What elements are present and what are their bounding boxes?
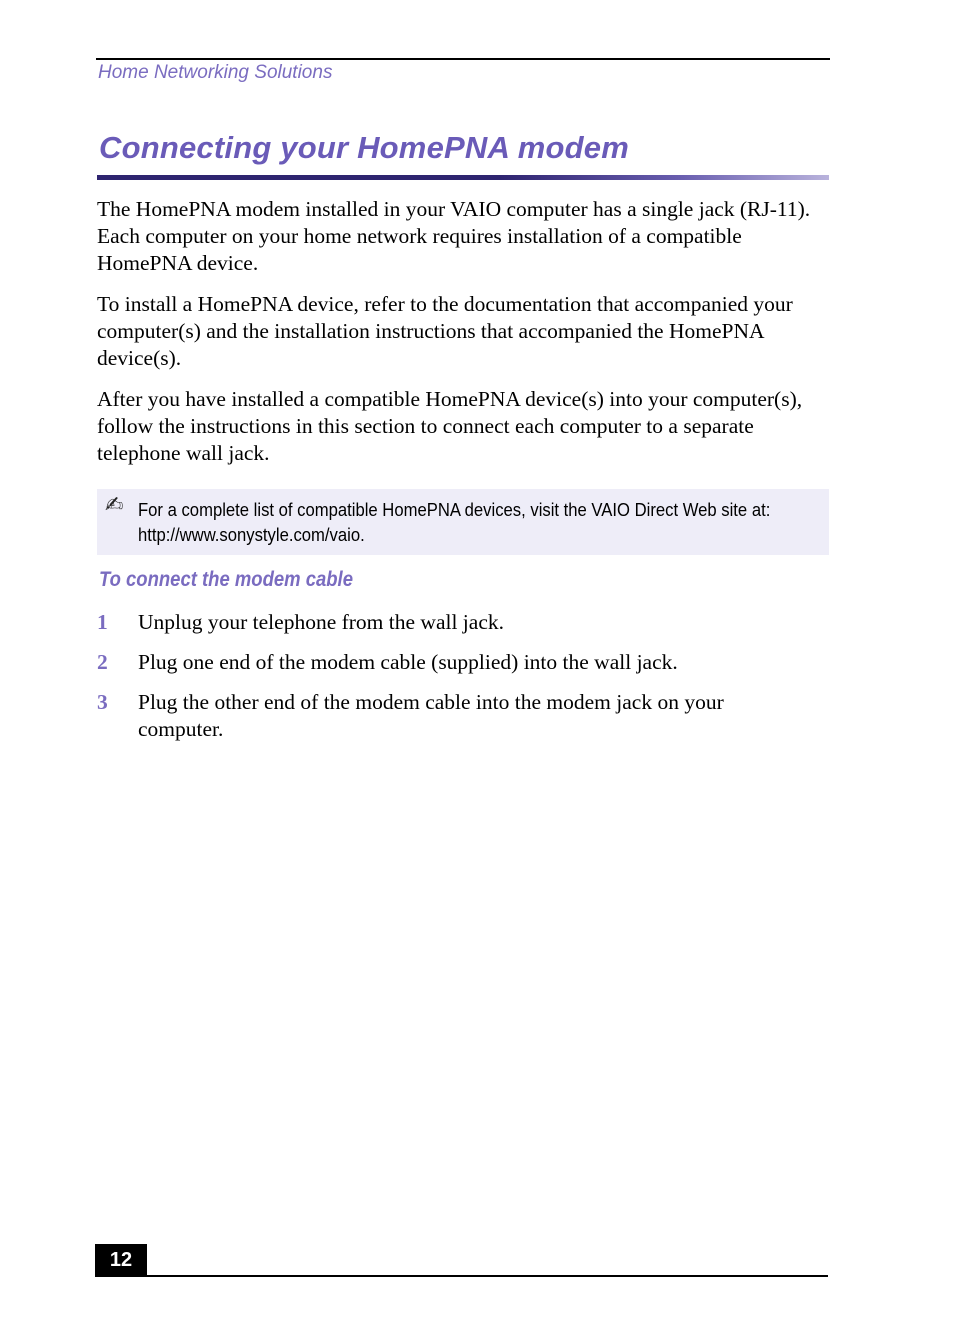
step-number: 1 <box>97 610 108 634</box>
step-text: Plug the other end of the modem cable into the modem jack on your computer. <box>138 690 724 741</box>
pencil-note-icon: ✍ <box>105 493 124 518</box>
step-item <box>97 689 797 743</box>
paragraph-2: To install a HomePNA device, refer to the documentation that accompanied your computer(s) and the installation instructions that accompanied the HomePNA device(s). <box>97 292 793 370</box>
note-box <box>97 489 829 555</box>
step-item <box>97 609 797 636</box>
step-number: 3 <box>97 690 108 714</box>
step-item <box>97 649 797 676</box>
body-text <box>97 196 837 481</box>
step-number: 2 <box>97 650 108 674</box>
step-text: Plug one end of the modem cable (supplied) into the wall jack. <box>138 650 678 674</box>
top-rule <box>96 58 830 60</box>
step-list <box>97 609 797 756</box>
bottom-rule <box>95 1275 828 1277</box>
note-link[interactable]: http://www.sonystyle.com/vaio. <box>138 524 365 545</box>
paragraph-3: After you have installed a compatible HomePNA device(s) into your computer(s), follow the instructions in this section to connect each computer to a separate telephone wall jack. <box>97 387 803 465</box>
paragraph-1: The HomePNA modem installed in your VAIO computer has a single jack (RJ-11). Each computer on your home network requires installation of a compatible HomePNA device. <box>97 197 811 275</box>
note-text <box>138 497 827 547</box>
page-title: Connecting your HomePNA modem <box>99 130 629 165</box>
note-line-1: For a complete list of compatible HomePNA devices, visit the VAIO Direct Web site at: <box>138 499 771 520</box>
title-rule <box>97 175 829 180</box>
step-text: Unplug your telephone from the wall jack. <box>138 610 504 634</box>
running-header: Home Networking Solutions <box>98 62 333 83</box>
procedure-heading: To connect the modem cable <box>99 568 353 591</box>
page-number: 12 <box>95 1244 147 1276</box>
